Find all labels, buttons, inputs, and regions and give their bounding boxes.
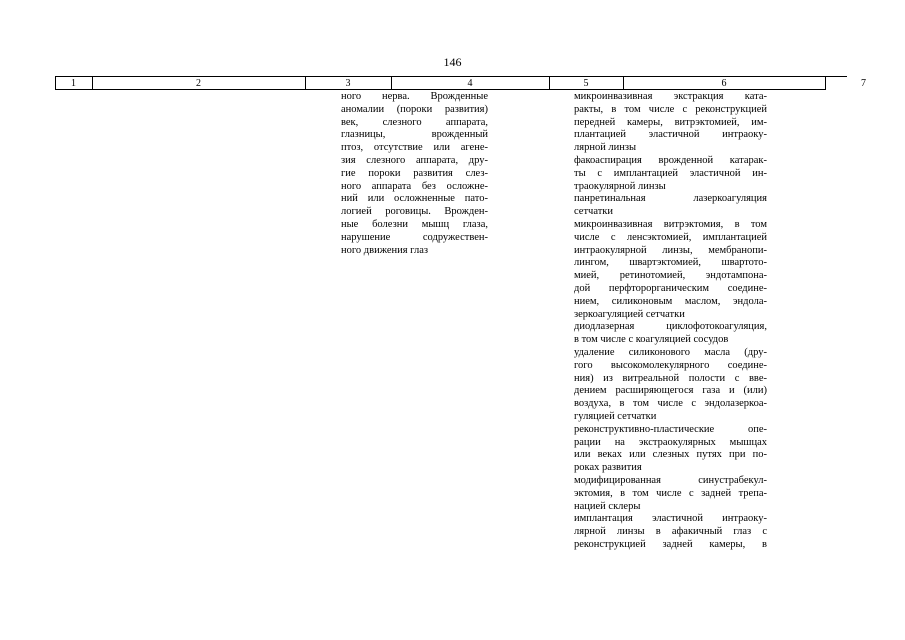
text-line: факоаспирация врожденной катарак- bbox=[574, 154, 767, 166]
column-divider bbox=[391, 77, 392, 90]
text-line: воздуха, в том числе с эндолазеркоа- bbox=[574, 398, 767, 410]
text-line: интраокулярной линзы, мембранопи- bbox=[574, 244, 767, 256]
text-line: микроинвазивная витрэктомия, в том bbox=[574, 218, 767, 230]
column-divider bbox=[623, 77, 624, 90]
text-line: мией, ретинотомией, эндотампона- bbox=[574, 270, 767, 282]
text-line: нарушение содружествен- bbox=[341, 231, 488, 243]
column-divider bbox=[305, 77, 306, 90]
text-line: плантацией эластичной интраоку- bbox=[574, 129, 767, 141]
text-line: передней камеры, витрэктомией, им- bbox=[574, 116, 767, 128]
page-number: 146 bbox=[443, 55, 462, 69]
text-line: гуляцией сетчатки bbox=[574, 410, 657, 422]
text-line: эктомия, в том числе с задней трепа- bbox=[574, 487, 767, 499]
text-line: дением расширяющегося газа и (или) bbox=[574, 385, 767, 397]
text-line: зеркоагуляцией сетчатки bbox=[574, 308, 685, 320]
text-line: удаление силиконового масла (дру- bbox=[574, 346, 767, 358]
text-line: гого высокомолекулярного соедине- bbox=[574, 359, 767, 371]
text-line: модифицированная синустрабекул- bbox=[574, 474, 767, 486]
text-line: ного нерва. Врожденные bbox=[341, 91, 488, 102]
header-col-3: 3 bbox=[305, 77, 391, 90]
header-col-1: 1 bbox=[55, 77, 92, 90]
text-line: имплантация эластичной интраоку- bbox=[574, 513, 767, 525]
text-line: ний или осложненные пато- bbox=[341, 193, 488, 205]
text-line: числе с ленсэктомией, имплантацией bbox=[574, 231, 767, 243]
text-line: лингом, швартэктомией, швартото- bbox=[574, 257, 767, 269]
text-line: глазницы, врожденный bbox=[341, 129, 488, 141]
text-line: дой перфторорганическим соедине- bbox=[574, 282, 767, 294]
text-line: век, слезного аппарата, bbox=[341, 116, 488, 128]
column-divider bbox=[55, 77, 56, 90]
text-line: рации на экстраокулярных мышцах bbox=[574, 436, 767, 448]
text-line: траокулярной линзы bbox=[574, 180, 666, 192]
header-col-4: 4 bbox=[391, 77, 549, 90]
col6-treatment-text bbox=[574, 91, 767, 552]
text-line: реконструктивно-пластические опе- bbox=[574, 423, 767, 435]
text-line: ного аппарата без осложне- bbox=[341, 180, 488, 192]
text-line: микроинвазивная экстракция ката- bbox=[574, 91, 767, 102]
text-line: аномалии (пороки развития) bbox=[341, 103, 488, 115]
text-line: ные болезни мышц глаза, bbox=[341, 218, 488, 230]
text-line: панретинальная лазеркоагуляция bbox=[574, 193, 767, 205]
column-divider bbox=[825, 77, 826, 90]
header-col-5: 5 bbox=[549, 77, 623, 90]
text-line: роках развития bbox=[574, 462, 642, 474]
col4-diagnosis-text bbox=[341, 91, 488, 257]
column-divider bbox=[549, 77, 550, 90]
text-line: или веках или слезных путях при по- bbox=[574, 449, 767, 461]
text-line: ния) из витреальной полости с вве- bbox=[574, 372, 767, 384]
text-line: зия слезного аппарата, дру- bbox=[341, 154, 488, 166]
text-line: логией роговицы. Врожден- bbox=[341, 206, 488, 218]
column-divider bbox=[92, 77, 93, 90]
header-col-7: 7 bbox=[861, 78, 866, 89]
text-line: в том числе с коагуляцией сосудов bbox=[574, 334, 729, 346]
text-line: птоз, отсутствие или агене- bbox=[341, 142, 488, 154]
text-line: лярной линзы в афакичный глаз с bbox=[574, 526, 767, 538]
text-line: диодлазерная циклофотокоагуляция, bbox=[574, 321, 767, 333]
header-col-6: 6 bbox=[623, 77, 825, 90]
text-line: ты с имплантацией эластичной ин- bbox=[574, 167, 767, 179]
header-col-2: 2 bbox=[92, 77, 305, 90]
text-line: лярной линзы bbox=[574, 142, 637, 154]
text-line: нием, силиконовым маслом, эндола- bbox=[574, 295, 767, 307]
text-line: нацией склеры bbox=[574, 500, 641, 512]
text-line: гие пороки развития слез- bbox=[341, 167, 488, 179]
text-line: ракты, в том числе с реконструкцией bbox=[574, 103, 767, 115]
text-line: сетчатки bbox=[574, 206, 614, 218]
text-line: реконструкцией задней камеры, в bbox=[574, 538, 767, 550]
text-line: ного движения глаз bbox=[341, 244, 428, 256]
